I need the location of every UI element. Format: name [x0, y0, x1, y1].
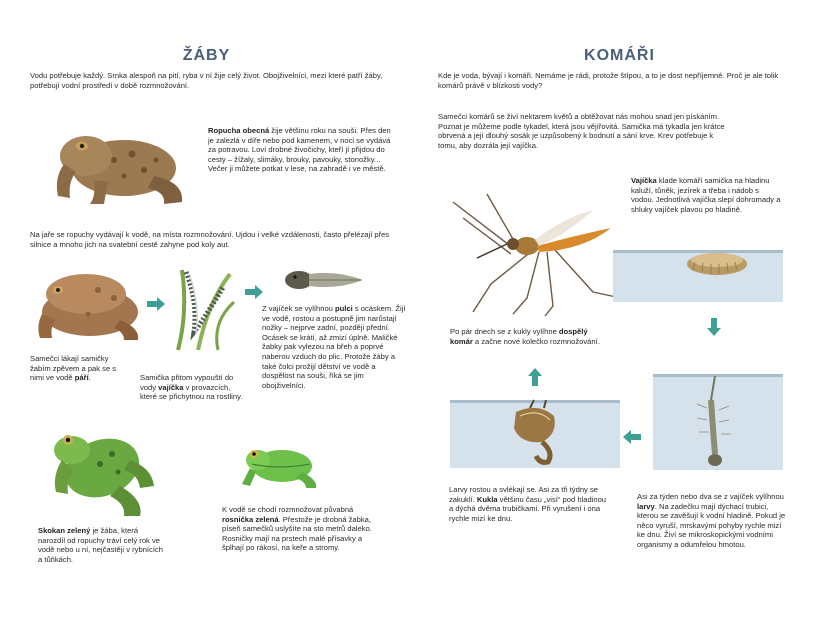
tadpole-illustration: [283, 268, 365, 292]
tadpole-text-2: s ocáskem. Žijí ve vodě, rostou a postupně jim narůstají nožky – nejprve zadní, později přední. Ocásek se krátí, až zmizí úplně. Maličké žabky pak vylezou na břeh a poprvé naberou vzduch do plic. Protože žáby a také čolci prožijí dětství ve vodě a dospělost na souši, říká se jim obojživelníci.: [262, 304, 406, 390]
tree-frog-illustration: [238, 440, 322, 492]
larva-text-1: Asi za týden nebo dva se z vajíček vylíhnou: [637, 492, 784, 501]
mosquito-larva-illustration: [653, 370, 783, 470]
green-frog-text: [38, 526, 166, 564]
eggs-word: vajíčka: [158, 382, 184, 392]
mating-end: .: [88, 373, 91, 383]
green-frog-desc: je žába, která narozdíl od ropuchy tráví celý rok ve vodě nebo u ní, nejčastěji v rybnících a tůňkách.: [38, 526, 163, 564]
eggs-name: Vajíčka: [631, 176, 657, 185]
adult-text-2: a začne nové kolečko rozmnožování.: [472, 336, 600, 346]
tadpole-text-1: Z vajíček se vylíhnou: [262, 304, 336, 313]
mating-text-main: Samečci lákají samičky žabím zpěvem a pak se s nimi ve vodě: [30, 354, 117, 383]
migration-text: Na jaře se ropuchy vydávají k vodě, na místa rozmnožování. Ujdou i velké vzdálenosti, často přelézají přes silnice a mnoho jich na svatební cestě zahyne pod koly aut.: [30, 230, 390, 249]
green-frog-illustration: [40, 416, 158, 520]
toad-description: [208, 126, 398, 174]
arrow-down-icon: [707, 318, 721, 336]
tree-frog-text-2: . Přestože je drobná žabka, píseň samečků uslyšíte na sto metrů daleko. Rosničky mají na prstech malé přísavky a šplhají po rákosí, na keře a stromy.: [222, 514, 372, 553]
tadpole-name: pulci: [335, 304, 353, 313]
arrow-right-icon: [147, 297, 165, 311]
spawn-text-main: Samička přitom vypouští do vody: [140, 373, 234, 392]
adult-name: dospělý komár: [450, 327, 588, 346]
pupa-text: [449, 485, 612, 523]
mating-text: [30, 354, 130, 383]
common-toad-illustration: [44, 116, 194, 211]
toad-text: žije většinu roku na souši. Přes den je zalezlá v díře nebo pod kamenem, v noci se vydává za potravou. Loví drobné živočichy, kteří jí přijdou do cesty – žížaly, slimáky, brouky, pavouky, stonožky... Večer ji můžete potkat v lese, na zahradě i ve městě.: [208, 126, 391, 174]
pupa-text-2: většinu času „visí“ pod hladinou a dýchá dvěma trubičkami. Při vyrušení i ona rychle mizí ke dnu.: [449, 494, 607, 523]
arrow-right-icon: [245, 285, 263, 299]
frogs-intro: Vodu potřebuje každý. Srnka alespoň na pití, ryba v ní žije celý život. Obojživelníci, mezi které patří žáby, potřebují vodní prostředí v době rozmnožování.: [30, 71, 383, 90]
pupa-name: Kukla: [476, 494, 498, 504]
green-frog-name: Skokan zelený: [38, 526, 91, 535]
eggs-desc: klade komáří samička na hladinu kaluží, tůněk, jezírek a třeba i nádob s vodou. Jednotlivá vajíčka slepí dohromady a shluky vajíček plavou po hladině.: [631, 176, 781, 214]
mating-toads-illustration: [28, 262, 146, 342]
frogs-title: ŽÁBY: [182, 47, 231, 64]
mosquito-pupa-illustration: [450, 394, 620, 468]
larva-text: [637, 492, 789, 550]
arrow-left-icon: [623, 430, 641, 444]
adult-mosquito-text: [450, 327, 602, 346]
toad-spawn-illustration: [168, 262, 240, 352]
tree-frog-name: rosnička zelená: [222, 514, 279, 524]
tree-frog-text: [222, 505, 384, 553]
tadpole-text: [262, 304, 407, 390]
mosquitoes-page: [413, 0, 826, 620]
larva-name: larvy: [637, 501, 655, 511]
arrow-up-icon: [528, 368, 542, 386]
mosquito-males-text: Samečci komárů se živí nektarem květů a obtěžovat nás mohou snad jen pískáním. Poznat je můžeme podle tykadel, která jsou vějířovitá. Samička má tykadla jen krátce obrvená a její dlouhý sosák je uzpůsobený k bodnutí a sání krve. Krev potřebuje k tomu, aby dozrála její vajíčka.: [438, 112, 725, 150]
adult-text-1: Po pár dnech se z kukly vylíhne: [450, 327, 559, 336]
mosquitoes-intro: Kde je voda, bývají i komáři. Nemáme je rádi, protože štípou, a to je dost nepříjemné. Proč je ale tolik komárů právě v blízkosti vody?: [438, 71, 779, 90]
spawn-text-end: v provazcích, které se přichytnou na rostliny.: [140, 382, 243, 402]
spawn-text: [140, 373, 248, 402]
toad-name: Ropucha obecná: [208, 126, 270, 135]
mosquitoes-title: KOMÁŘI: [584, 47, 655, 64]
pupa-text-1: Larvy rostou a svlékají se. Asi za tři týdny se zakuklí.: [449, 485, 598, 504]
mating-word: páří: [74, 373, 89, 383]
egg-raft-illustration: [613, 240, 783, 302]
larva-text-2: . Na zadečku mají dýchací trubici, kterou se zavěšují k vodní hladině. Pokud je něco vyruší, mrskavými pohyby rychle mizí ke dnu. Živí se mikroskopickými vodními organismy a odumřelou hmotou.: [637, 501, 786, 549]
tree-frog-text-1: K vodě se chodí rozmnožovat půvabná: [222, 505, 354, 514]
mosquito-illustration: [443, 188, 633, 318]
eggs-text: [631, 176, 781, 214]
